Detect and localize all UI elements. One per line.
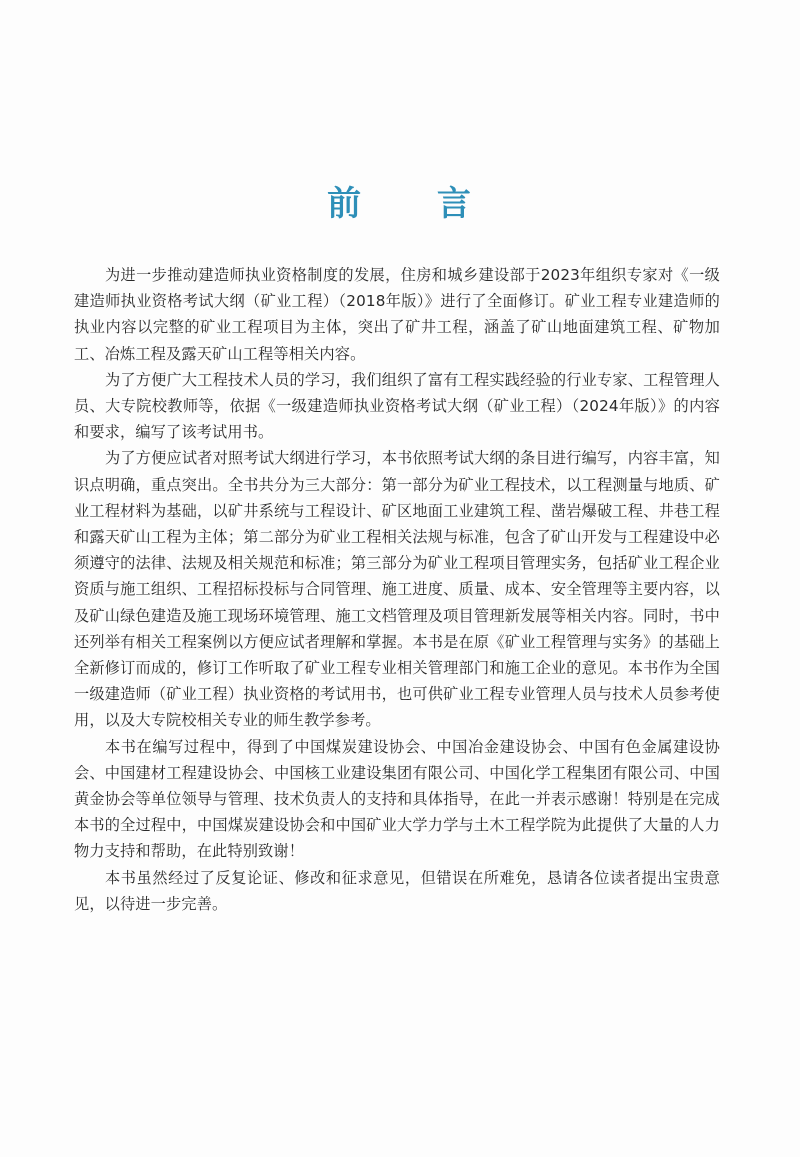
paragraph-2: 为了方便广大工程技术人员的学习，我们组织了富有工程实践经验的行业专家、工程管理人员、大专院校教师等，依据《一级建造师执业资格考试大纲（矿业工程）（2024年版）》的内容和要求，编写了该考试用书。 — [74, 370, 720, 442]
paragraph-4: 本书在编写过程中，得到了中国煤炭建设协会、中国冶金建设协会、中国有色金属建设协会、中国建材工程建设协会、中国核工业建设集团有限公司、中国化学工程集团有限公司、中国黄金协会等单位领导与管理、技术负责人的支持和具体指导，在此一并表示感谢！特别是在完成本书的全过程中，中国煤炭建设协会和中国矿业大学力学与土木工程学院为此提供了大量的人力物力支持和帮助，在此特别致谢！ — [74, 737, 720, 861]
paragraph-5: 本书虽然经过了反复论证、修改和征求意见，但错误在所难免，恳请各位读者提出宝贵意见，以待进一步完善。 — [74, 868, 720, 913]
paragraph-1: 为进一步推动建造师执业资格制度的发展，住房和城乡建设部于2023年组织专家对《一级建造师执业资格考试大纲（矿业工程）（2018年版）》进行了全面修订。矿业工程专业建造师的执业内容以完整的矿业工程项目为主体，突出了矿井工程，涵盖了矿山地面建筑工程、矿物加工、冶炼工程及露天矿山工程等相关内容。 — [74, 266, 720, 363]
page-title: 前 言 — [327, 184, 473, 224]
preface-body — [74, 262, 720, 917]
paragraph-3: 为了方便应试者对照考试大纲进行学习，本书依照考试大纲的条目进行编写，内容丰富，知识点明确，重点突出。全书共分为三大部分：第一部分为矿业工程技术，以工程测量与地质、矿业工程材料为基础，以矿井系统与工程设计、矿区地面工业建筑工程、凿岩爆破工程、井巷工程和露天矿山工程为主体；第二部分为矿业工程相关法规与标准，包含了矿山开发与工程建设中必须遵守的法律、法规及相关规范和标准；第三部分为矿业工程项目管理实务，包括矿业工程企业资质与施工组织、工程招标投标与合同管理、施工进度、质量、成本、安全管理等主要内容，以及矿山绿色建造及施工现场环境管理、施工文档管理及项目管理新发展等相关内容。同时，书中还列举有相关工程案例以方便应试者理解和掌握。本书是在原《矿业工程管理与实务》的基础上全新修订而成的，修订工作听取了矿业工程专业相关管理部门和施工企业的意见。本书作为全国一级建造师（矿业工程）执业资格的考试用书，也可供矿业工程专业管理人员与技术人员参考使用，以及大专院校相关专业的师生教学参考。 — [74, 449, 720, 730]
